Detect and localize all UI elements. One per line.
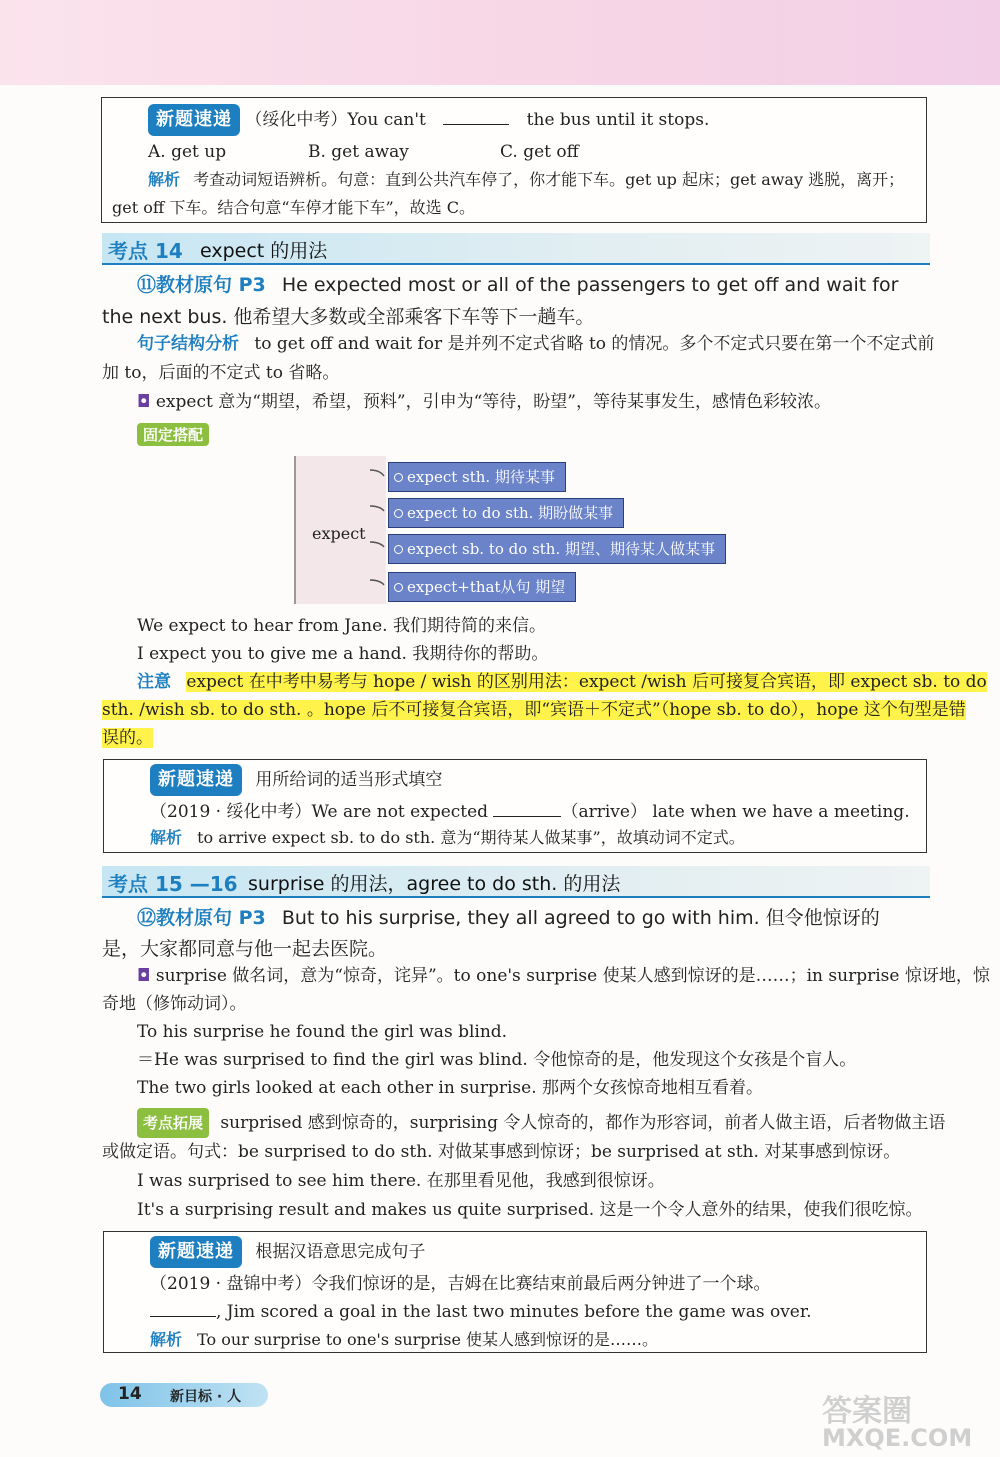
question-text: （2019 · 盘锦中考）令我们惊讶的是，吉姆在比赛结束前最后两分钟进了一个球。: [150, 1274, 771, 1294]
analysis-label: 解析: [148, 170, 181, 189]
series-name: 新目标 · 人: [170, 1389, 242, 1405]
answer-blank: [493, 800, 561, 817]
analysis-text: To our surprise to one's surprise 使某人感到惊讶的是……。: [197, 1330, 659, 1349]
example-5: It's a surprising result and makes us quite surprised. 这是一个令人意外的结果，使我们很吃惊。: [137, 1200, 923, 1220]
analysis-line-2: get off 下车。结合句意“车停才能下车”，故选 C。: [112, 198, 476, 217]
diagram-item-3: expect sb. to do sth. 期望、期待某人做某事: [388, 534, 726, 564]
quiz-tag: 新题速递: [150, 1236, 242, 1268]
quiz-box-3: [103, 1231, 927, 1353]
example-2: ＝He was surprised to find the girl was blind. 令他惊奇的是，他发现这个女孩是个盲人。: [137, 1050, 857, 1070]
example-1: We expect to hear from Jane. 我们期待简的来信。: [137, 616, 546, 636]
question-text-a: You can't: [347, 110, 426, 130]
source-sentence-2: 是，大家都同意与他一起去医院。: [102, 938, 388, 960]
question-text-b: （arrive） late when we have a meeting.: [561, 802, 910, 822]
footer-pill: [100, 1383, 268, 1407]
struct-line-1: to get off and wait for 是并列不定式省略 to 的情况。多个不定式只要在第一个不定式前: [254, 334, 935, 354]
diagram-root-label: expect: [312, 524, 366, 543]
expect-diagram: [294, 456, 734, 604]
question-text-b: the bus until it stops.: [526, 110, 710, 130]
note-line-1: expect 在中考中易考与 hope / wish 的区别用法：expect /wish 后可接复合宾语，即 expect sb. to do: [186, 672, 987, 692]
source-sentence-1: He expected most or all of the passengers to get off and wait for: [281, 274, 899, 296]
source-sentence-2: the next bus. 他希望大多数或全部乘客下车等下一趟车。: [102, 306, 595, 328]
example-3: The two girls looked at each other in surprise. 那两个女孩惊奇地相互看着。: [137, 1078, 764, 1098]
source-mark: ⑫教材原句 P3: [137, 907, 266, 929]
note-line-3: 误的。: [102, 728, 153, 748]
blank-sentence: , Jim scored a goal in the last two minutes before the game was over.: [216, 1302, 812, 1322]
note-label: 注意: [137, 672, 171, 692]
kaodian-number: 考点 15 —16: [108, 872, 238, 896]
kaodian-14-header: [102, 233, 930, 265]
extension-line-1: surprised 感到惊奇的，surprising 令人惊奇的，都作为形容词，前者人做主语，后者物做主语: [220, 1113, 946, 1133]
fixed-collocation-label: 固定搭配: [137, 423, 209, 446]
top-decor-band: [0, 0, 1000, 85]
page-number: 14: [118, 1384, 142, 1404]
quiz-box-1: [101, 97, 927, 223]
watermark-logo: 答案圈: [822, 1394, 912, 1429]
kaodian-number: 考点 14: [108, 239, 183, 263]
example-4: I was surprised to see him there. 在那里看见他，我感到很惊讶。: [137, 1171, 665, 1191]
kaodian-15-header: [102, 866, 930, 898]
struct-line-2: 加 to，后面的不定式 to 省略。: [102, 363, 340, 383]
question-source: （绥化中考）: [245, 110, 348, 130]
watermark-url: MXQE.COM: [822, 1424, 973, 1452]
diamond-icon: ◘: [137, 966, 151, 986]
analysis-label: 解析: [150, 1330, 183, 1349]
extension-line-2: 或做定语。句式：be surprised to do sth. 对做某事感到惊讶；be surprised at sth. 对某事感到惊讶。: [102, 1142, 901, 1162]
quiz-tag: 新题速递: [148, 104, 240, 136]
option-c: C. get off: [500, 142, 579, 162]
example-2: I expect you to give me a hand. 我期待你的帮助。: [137, 644, 549, 664]
meaning-line-1: surprise 做名词，意为“惊奇，诧异”。to one's surprise 使某人感到惊讶的是……；in surprise 惊讶地，惊: [155, 966, 990, 986]
answer-blank: [443, 108, 509, 125]
option-a: A. get up: [148, 142, 227, 162]
kaodian-title: expect 的用法: [200, 240, 328, 262]
option-b: B. get away: [308, 142, 409, 162]
quiz-instruction: 用所给词的适当形式填空: [255, 770, 443, 790]
source-sentence-1: But to his surprise, they all agreed to go with him. 但令他惊讶的: [281, 907, 880, 929]
quiz-tag: 新题速递: [150, 764, 242, 796]
diagram-item-2: expect to do sth. 期盼做某事: [388, 498, 624, 528]
struct-label: 句子结构分析: [137, 334, 239, 354]
source-mark: ⑪教材原句 P3: [137, 274, 266, 296]
quiz-box-2: [103, 759, 927, 853]
meaning-line-2: 奇地（修饰动词）。: [102, 994, 247, 1014]
diagram-item-4: expect+that从句 期望: [388, 572, 576, 602]
analysis-text: to arrive expect sb. to do sth. 意为“期待某人做某事”，故填动词不定式。: [197, 828, 745, 847]
extension-label: 考点拓展: [137, 1108, 209, 1138]
quiz-instruction: 根据汉语意思完成句子: [255, 1242, 426, 1262]
question-text-a: （2019 · 绥化中考）We are not expected: [150, 802, 489, 822]
diamond-icon: ◘: [137, 392, 151, 412]
example-1: To his surprise he found the girl was blind.: [137, 1022, 508, 1042]
analysis-line-1: 考查动词短语辨析。句意：直到公共汽车停了，你才能下车。get up 起床；get away 逃脱，离开；: [193, 170, 905, 189]
note-line-2: sth. /wish sb. to do sth. 。hope 后不可接复合宾语，即“宾语＋不定式”（hope sb. to do），hope 这个句型是错: [102, 700, 966, 720]
diagram-item-1: expect sth. 期待某事: [388, 462, 566, 492]
analysis-label: 解析: [150, 828, 183, 847]
kaodian-title: surprise 的用法，agree to do sth. 的用法: [248, 873, 621, 895]
meaning-text: expect 意为“期望，希望，预料”，引申为“等待，盼望”，等待某事发生，感情色彩较浓。: [155, 392, 831, 412]
answer-blank: [150, 1300, 216, 1317]
